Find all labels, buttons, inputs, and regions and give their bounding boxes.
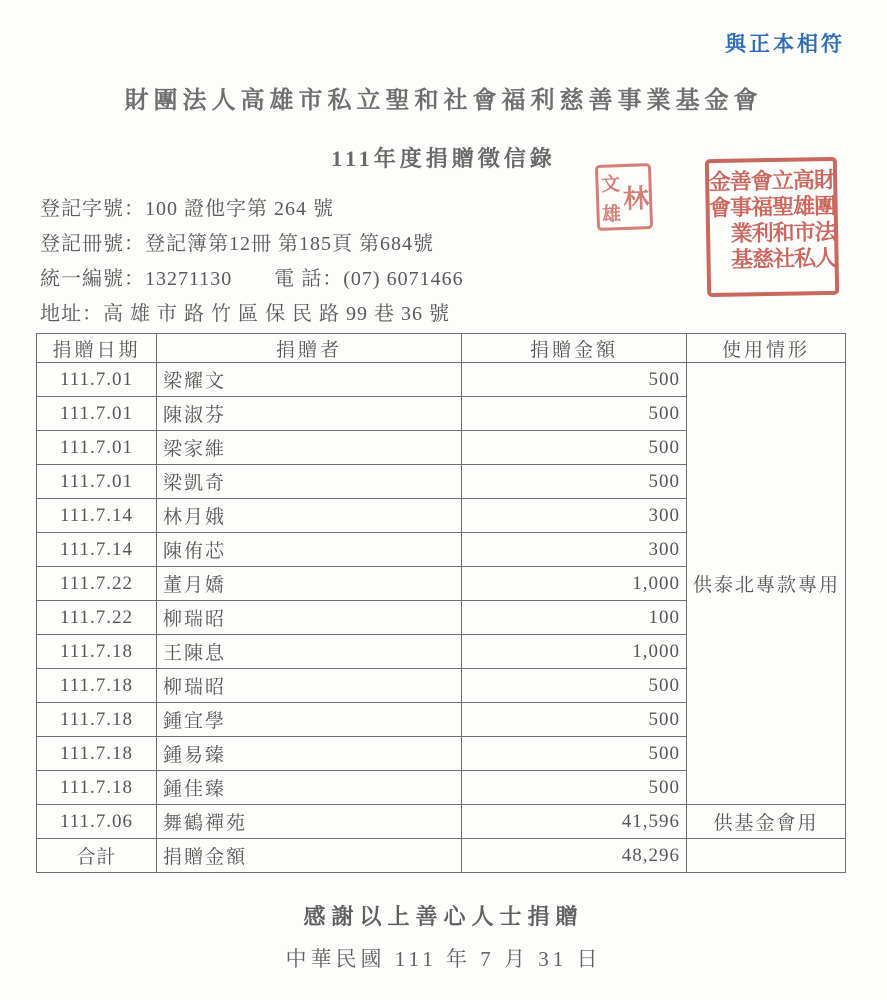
cell-donor-name: 鍾易臻 <box>157 737 462 771</box>
cell-donation-date: 111.7.18 <box>37 771 157 805</box>
cell-donation-amount: 100 <box>462 601 687 635</box>
cell-usage-merged: 供泰北專款專用 <box>687 363 846 805</box>
cell-donation-date: 111.7.18 <box>37 737 157 771</box>
cell-donor-name: 陳侑芯 <box>157 533 462 567</box>
cell-donation-amount: 300 <box>462 499 687 533</box>
cell-donation-amount: 500 <box>462 703 687 737</box>
cell-donation-date: 111.7.18 <box>37 635 157 669</box>
cell-donor-name: 舞鶴禪苑 <box>157 805 462 839</box>
table-row <box>37 805 846 839</box>
foundation-seal <box>705 157 839 297</box>
page-title: 財團法人高雄市私立聖和社會福利慈善事業基金會 <box>124 88 763 114</box>
name-seal-left-column <box>598 167 624 228</box>
total-row <box>37 839 846 873</box>
cell-donor-name: 梁凱奇 <box>157 465 462 499</box>
thanks-line: 感謝以上善心人士捐贈 <box>303 904 584 929</box>
header-amount: 捐贈金額 <box>462 334 687 363</box>
name-seal-left-top-char: 文 <box>600 173 621 196</box>
cell-donor-name: 梁耀文 <box>157 363 462 397</box>
donation-table-body <box>37 363 846 839</box>
registration-book-line: 登記冊號：登記簿第12冊 第185頁 第684號 <box>40 233 434 255</box>
cell-donation-date: 111.7.22 <box>37 601 157 635</box>
cell-donor-name: 鍾佳臻 <box>157 771 462 805</box>
cell-donation-amount: 500 <box>462 431 687 465</box>
cell-donor-name: 董月嬌 <box>157 567 462 601</box>
cell-donation-date: 111.7.18 <box>37 703 157 737</box>
total-usage <box>687 839 846 873</box>
cell-donation-amount: 500 <box>462 465 687 499</box>
cell-donation-date: 111.7.01 <box>37 363 157 397</box>
header-donor: 捐贈者 <box>157 334 462 363</box>
registration-number-line: 登記字號：100 證他字第 264 號 <box>40 198 334 220</box>
cell-donation-amount: 500 <box>462 397 687 431</box>
cell-donation-date: 111.7.22 <box>37 567 157 601</box>
address-line: 地址：高 雄 市 路 竹 區 保 民 路 99 巷 36 號 <box>40 303 450 325</box>
cell-donation-date: 111.7.14 <box>37 499 157 533</box>
total-label: 合計 <box>37 839 157 873</box>
name-seal-right-char: 林 <box>622 183 650 214</box>
registration-info-block <box>40 192 464 332</box>
cell-donor-name: 林月娥 <box>157 499 462 533</box>
uniform-number-phone-line: 統一編號：13271130 電 話：(07) 6071466 <box>40 268 464 290</box>
cell-donation-date: 111.7.14 <box>37 533 157 567</box>
cell-donation-amount: 1,000 <box>462 635 687 669</box>
total-amount: 48,296 <box>462 839 687 873</box>
document-date-line: 中華民國 111 年 7 月 31 日 <box>285 947 602 971</box>
header-donation-date: 捐贈日期 <box>37 334 157 363</box>
cell-donor-name: 鍾宜學 <box>157 703 462 737</box>
cell-usage: 供基金會用 <box>687 805 846 839</box>
cell-donation-date: 111.7.06 <box>37 805 157 839</box>
page-subtitle: 111年度捐贈徵信錄 <box>331 146 556 171</box>
cell-donor-name: 柳瑞昭 <box>157 669 462 703</box>
certification-note: 與正本相符 <box>725 32 845 56</box>
table-header-row <box>37 334 846 363</box>
total-donor-label: 捐贈金額 <box>157 839 462 873</box>
cell-donation-amount: 500 <box>462 771 687 805</box>
cell-donation-amount: 1,000 <box>462 567 687 601</box>
cell-donation-date: 111.7.01 <box>37 397 157 431</box>
cell-donor-name: 陳淑芬 <box>157 397 462 431</box>
name-seal-left-bottom-char: 雄 <box>601 203 622 226</box>
cell-donor-name: 柳瑞昭 <box>157 601 462 635</box>
header-usage: 使用情形 <box>687 334 846 363</box>
cell-donor-name: 王陳息 <box>157 635 462 669</box>
cell-donation-amount: 500 <box>462 737 687 771</box>
foundation-seal-text: 財團法人高雄市私立聖和社會福利慈善事業基金會 <box>705 167 838 274</box>
table-row <box>37 363 846 397</box>
donation-table <box>36 333 846 873</box>
cell-donation-amount: 500 <box>462 669 687 703</box>
cell-donation-date: 111.7.18 <box>37 669 157 703</box>
personal-name-seal <box>595 163 653 231</box>
cell-donation-date: 111.7.01 <box>37 465 157 499</box>
cell-donor-name: 梁家維 <box>157 431 462 465</box>
cell-donation-amount: 300 <box>462 533 687 567</box>
cell-donation-date: 111.7.01 <box>37 431 157 465</box>
cell-donation-amount: 500 <box>462 363 687 397</box>
cell-donation-amount: 41,596 <box>462 805 687 839</box>
